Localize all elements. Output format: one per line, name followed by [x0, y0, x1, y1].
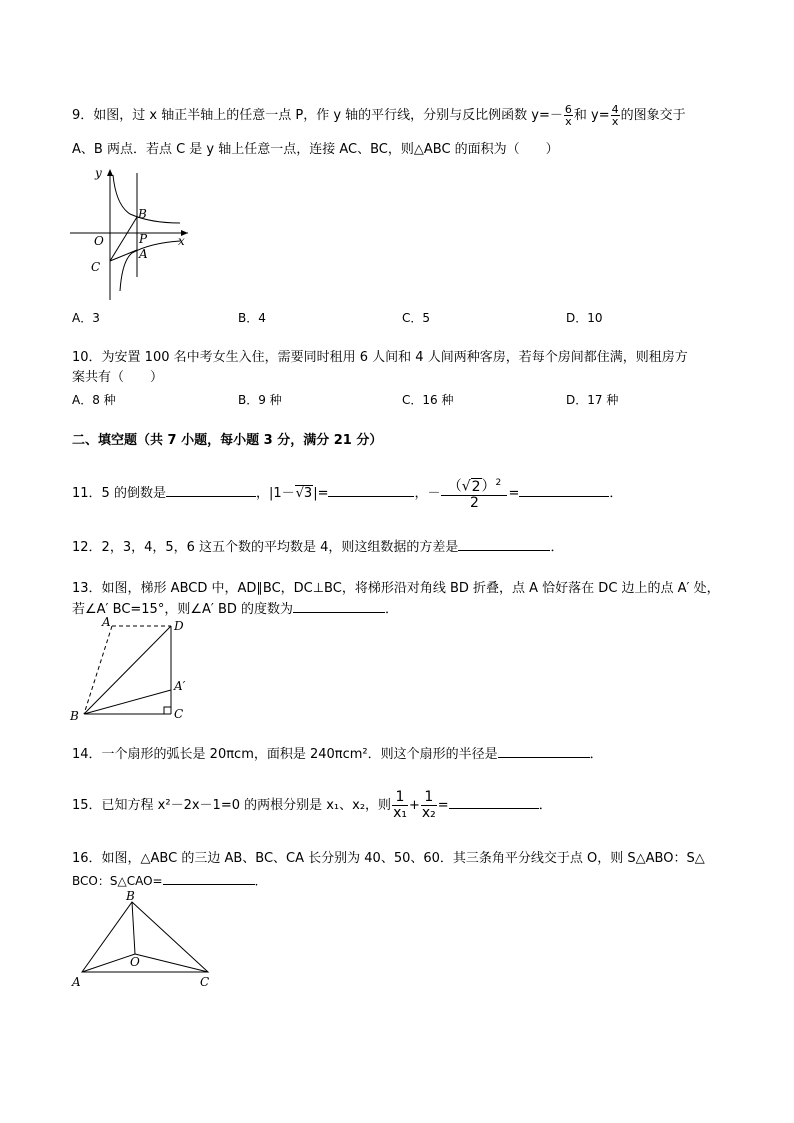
label-a: A — [102, 615, 111, 629]
q9-option-b[interactable]: B．4 — [238, 311, 266, 325]
label-d: D — [174, 619, 184, 633]
segment-co — [135, 954, 208, 972]
q14-blank[interactable] — [498, 745, 590, 758]
q9-fraction-1: $\frac{6}{x}$ — [564, 103, 572, 128]
q10-line1: 10．为安置 100 名中考女生入住，需要同时租用 6 人间和 4 人间两种客房，若每个房间都住满，则租房方 — [72, 350, 688, 365]
right-angle-mark — [164, 707, 171, 714]
q13-figure — [70, 614, 200, 724]
label-a-prime: A′ — [174, 679, 186, 693]
q9-fraction-2: $\frac{4}{x}$ — [611, 103, 619, 128]
q9-line1: 9．如图，过 x 轴正半轴上的任意一点 P，作 y 轴的平行线，分别与反比例函数 y=－ $\frac{6}{x}$ 和 y= $\frac{4}{x}$ 的图象交于 — [72, 103, 686, 128]
label-p: P — [139, 232, 148, 246]
q10-option-d[interactable]: D．17 种 — [566, 393, 619, 407]
q11-line: 11．5 的倒数是 ，|1－√3|= ，－ $\frac{(√2)^2}{2}$ = ． — [72, 478, 623, 511]
triangle-abc — [82, 902, 208, 972]
q10-option-a[interactable]: A．8 种 — [72, 393, 116, 407]
q11-fraction: $\frac{(√2)^2}{2}$ — [441, 476, 507, 511]
label-b: B — [138, 207, 147, 221]
segment-ba-prime — [84, 690, 171, 714]
segment-ca — [110, 250, 137, 261]
q9-option-a[interactable]: A．3 — [72, 311, 100, 325]
segment-cb — [110, 217, 137, 261]
y-axis-arrow — [107, 169, 113, 176]
q16-line1: 16．如图，△ABC 的三边 AB、BC、CA 长分别为 40、50、60．其三条角平分线交于点 O，则 S△ABO：S△ — [72, 851, 705, 866]
q10-line2: 案共有（ ） — [72, 370, 164, 385]
q15-line: 15．已知方程 x²－2x－1=0 的两根分别是 x₁、x₂，则 $\frac{1}{\text{x₁}}$ + $\frac{1}{\text{x₂}}$ = ． — [72, 789, 552, 821]
q11-blank-1[interactable] — [166, 484, 256, 497]
label-x: x — [178, 234, 185, 248]
label-c: C — [174, 707, 184, 721]
label-a: A — [139, 247, 148, 261]
section-2-title: 二、填空题（共 7 小题，每小题 3 分，满分 21 分） — [72, 433, 383, 448]
q10-option-b[interactable]: B．9 种 — [238, 393, 282, 407]
q9-option-c[interactable]: C．5 — [402, 311, 431, 325]
label-c: C — [200, 975, 210, 989]
q14-line: 14．一个扇形的弧长是 20πcm，面积是 240πcm²．则这个扇形的半径是 ． — [72, 747, 603, 762]
q15-fraction-1: $\frac{1}{\text{x₁}}$ — [393, 789, 407, 821]
q11-blank-3[interactable] — [519, 484, 609, 497]
q9-line2: A、B 两点．若点 C 是 y 轴上任意一点，连接 AC、BC，则△ABC 的面积为（ ） — [72, 142, 559, 157]
q11-blank-2[interactable] — [328, 484, 414, 497]
q12-blank[interactable] — [458, 538, 550, 551]
label-b: B — [126, 889, 135, 903]
q9-option-d[interactable]: D．10 — [566, 311, 603, 325]
segment-bo — [132, 902, 135, 954]
label-b: B — [70, 709, 79, 723]
label-o: O — [130, 955, 140, 969]
q13-line1: 13．如图，梯形 ABCD 中，AD∥BC，DC⊥BC，将梯形沿对角线 BD 折叠，点 A 恰好落在 DC 边上的点 A′ 处， — [72, 581, 720, 596]
q16-figure — [70, 890, 220, 995]
q15-blank[interactable] — [449, 796, 539, 809]
label-y: y — [95, 166, 102, 180]
segment-ao — [82, 954, 135, 972]
q13-line2: 若∠A′ BC=15°，则∠A′ BD 的度数为 ． — [72, 602, 399, 617]
q13-blank[interactable] — [293, 600, 385, 613]
label-o: O — [94, 234, 104, 248]
segment-ab-dashed — [84, 626, 112, 714]
q16-blank[interactable] — [163, 872, 255, 885]
segment-bd — [84, 626, 171, 714]
q12-line: 12．2，3，4，5，6 这五个数的平均数是 4，则这组数据的方差是 ． — [72, 540, 564, 555]
q9-figure — [70, 165, 200, 305]
label-c: C — [91, 260, 101, 274]
curve-lower — [120, 241, 180, 291]
label-a: A — [72, 975, 81, 989]
q11-sqrt3: √3 — [295, 485, 313, 501]
q10-option-c[interactable]: C．16 种 — [402, 393, 454, 407]
q16-line2: BCO：S△CAO= ． — [72, 874, 267, 888]
q15-fraction-2: $\frac{1}{\text{x₂}}$ — [421, 789, 436, 821]
